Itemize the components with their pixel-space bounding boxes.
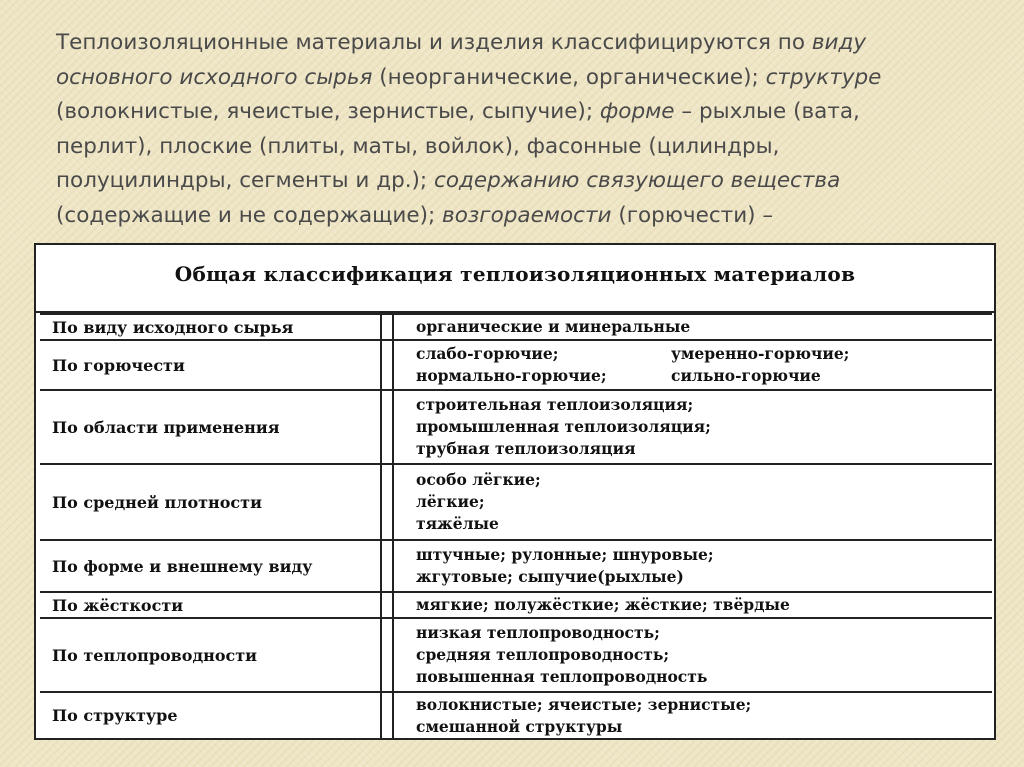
table-row	[40, 617, 992, 691]
table-row	[40, 463, 992, 539]
row-label: По жёсткости	[40, 593, 382, 617]
intro-line-2: основного исходного сырья (неорганические, органические); структуре	[56, 64, 882, 90]
row-value: мягкие; полужёсткие; жёсткие; твёрдые	[392, 593, 992, 617]
table-row	[40, 313, 992, 339]
row-value: особо лёгкие; лёгкие; тяжёлые	[392, 465, 992, 539]
row-value: строительная теплоизоляция; промышленная теплоизоляция; трубная теплоизоляция	[392, 391, 992, 463]
row-value: органические и минеральные	[392, 315, 992, 339]
row-label: По структуре	[40, 693, 382, 738]
classification-table	[34, 243, 996, 740]
intro-line-5: полуцилиндры, сегменты и др.); содержанию связующего вещества	[56, 168, 841, 193]
row-label: По теплопроводности	[40, 619, 382, 691]
table-row	[40, 591, 992, 617]
row-value: слабо-горючие; умеренно-горючие; нормально-горючие; сильно-горючие	[392, 341, 992, 389]
row-value: волокнистые; ячеистые; зернистые; смешанной структуры	[392, 693, 992, 738]
intro-line-1: Теплоизоляционные материалы и изделия классифицируются по виду	[56, 30, 867, 55]
table-row	[40, 339, 992, 389]
row-label: По виду исходного сырья	[40, 315, 382, 339]
table-row	[40, 691, 992, 740]
row-label: По средней плотности	[40, 465, 382, 539]
row-value: штучные; рулонные; шнуровые; жгутовые; сыпучие(рыхлые)	[392, 541, 992, 591]
row-label: По форме и внешнему виду	[40, 541, 382, 591]
row-value: низкая теплопроводность; средняя теплопроводность; повышенная теплопроводность	[392, 619, 992, 691]
intro-line-3: (волокнистые, ячеистые, зернистые, сыпучие); форме – рыхлые (вата,	[56, 99, 860, 124]
table-title: Общая классификация теплоизоляционных материалов	[36, 245, 994, 313]
table-row	[40, 389, 992, 463]
intro-line-6: (содержащие и не содержащие); возгораемости (горючести) –	[56, 202, 774, 228]
row-label: По горючести	[40, 341, 382, 389]
table-row	[40, 539, 992, 591]
row-label: По области применения	[40, 391, 382, 463]
intro-paragraph	[56, 26, 976, 233]
intro-line-4: перлит), плоские (плиты, маты, войлок), фасонные (цилиндры,	[56, 133, 780, 159]
